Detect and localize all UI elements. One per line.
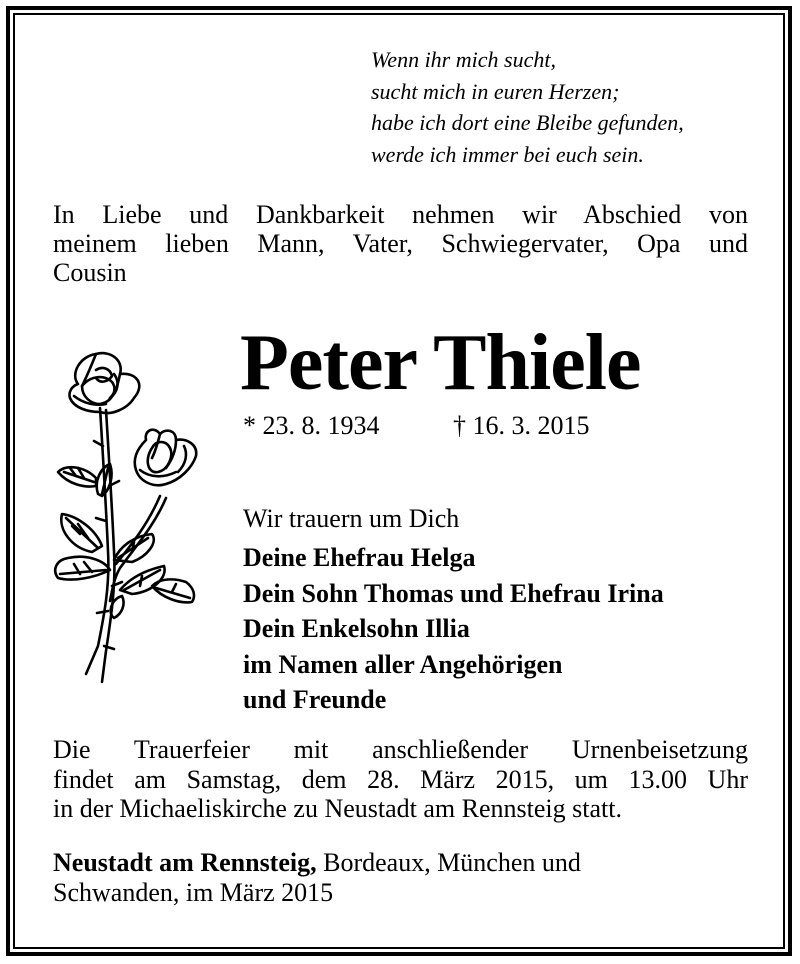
poem-line: Wenn ihr mich sucht, xyxy=(371,47,556,72)
mourner-line: im Namen aller Angehörigen xyxy=(243,649,563,679)
poem-line: habe ich dort eine Bleibe gefunden, xyxy=(371,110,684,135)
intro-line: In Liebe und Dankbarkeit nehmen wir Abschied von xyxy=(53,200,748,229)
intro-line: meinem lieben Mann, Vater, Schwiegervater, Opa und xyxy=(53,229,748,258)
poem-line: sucht mich in euren Herzen; xyxy=(371,78,620,104)
closing-places-rest: Bordeaux, München und xyxy=(316,848,581,877)
ceremony-notice xyxy=(53,735,748,824)
closing-place: Neustadt am Rennsteig, xyxy=(53,848,317,877)
mourner-line: und Freunde xyxy=(243,685,387,714)
ceremony-line: findet am Samstag, dem 28. März 2015, um 13.00 Uhr xyxy=(53,764,748,794)
mourning-heading: Wir trauern um Dich xyxy=(243,504,460,533)
birth-date: * 23. 8. 1934 xyxy=(243,411,380,440)
mourners-list xyxy=(243,540,664,718)
closing-signature xyxy=(53,848,581,908)
rose-icon xyxy=(48,346,208,691)
poem-line: werde ich immer bei euch sein. xyxy=(371,141,644,167)
poem xyxy=(371,44,684,170)
intro-text xyxy=(53,200,748,287)
ceremony-line: in der Michaeliskirche zu Neustadt am Rennsteig statt. xyxy=(53,794,622,823)
intro-line: Cousin xyxy=(53,258,127,287)
closing-line xyxy=(53,848,581,878)
mourner-line: Dein Enkelsohn Illia xyxy=(243,614,470,643)
deceased-name: Peter Thiele xyxy=(240,319,641,407)
death-date: † 16. 3. 2015 xyxy=(453,411,590,440)
mourner-line: Deine Ehefrau Helga xyxy=(243,543,476,572)
ceremony-line: Die Trauerfeier mit anschließender Urnenbeisetzung xyxy=(53,735,748,764)
mourner-line: Dein Sohn Thomas und Ehefrau Irina xyxy=(243,578,664,608)
closing-line: Schwanden, im März 2015 xyxy=(53,878,334,907)
